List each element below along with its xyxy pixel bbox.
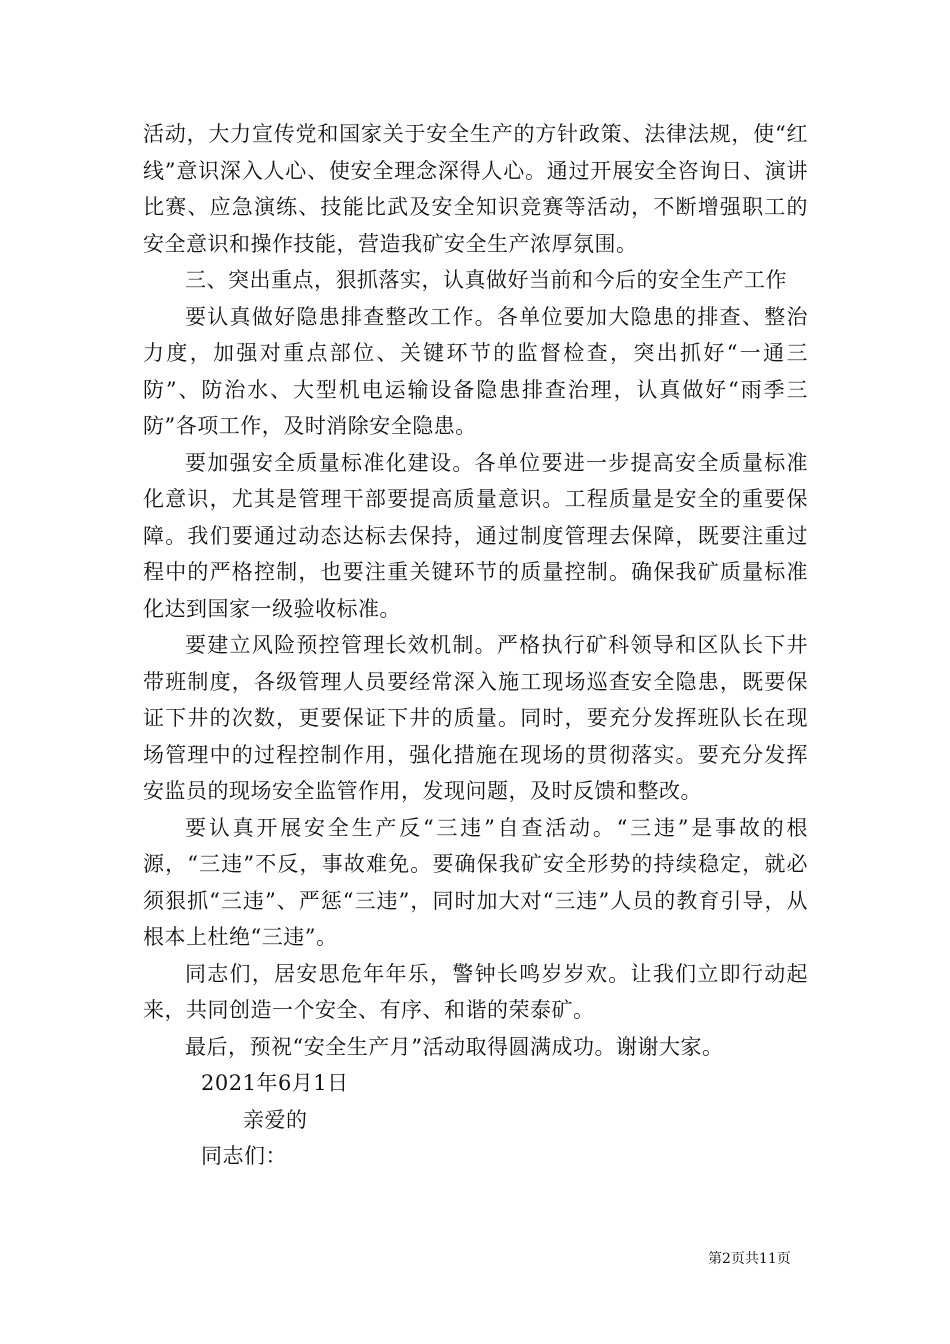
salutation-dear: 亲爱的 [243,1107,308,1132]
document-date: 2021年6月1日 [201,1071,349,1095]
salutation-comrades: 同志们： [201,1144,287,1168]
paragraph-continued: 活动，大力宣传党和国家关于安全生产的方针政策、法律法规，使“红线”意识深入人心、使安全理念深得人心。通过开展安全咨询日、演讲比赛、应急演练、技能比武及安全知识竞赛等活动，不断增强职工的安全意识和操作技能，营造我矿安全生产浓厚氛围。 [143,122,808,256]
document-page [143,116,808,1175]
paragraph-risk-control: 要建立风险预控管理长效机制。严格执行矿科领导和区队长下井带班制度，各级管理人员要经常深入施工现场巡查安全隐患，既要保证下井的次数，更要保证下井的质量。同时，要充分发挥班队长在现场管理中的过程控制作用，强化措施在现场的贯彻落实。要充分发挥安监员的现场安全监管作用，发现问题，及时反馈和整改。 [143,633,808,803]
paragraph-three-violations: 要认真开展安全生产反“三违”自查活动。“三违”是事故的根源，“三违”不反，事故难免。要确保我矿安全形势的持续稳定，就必须狠抓“三违”、严惩“三违”，同时加大对“三违”人员的教育引导，从根本上杜绝“三违”。 [143,815,808,949]
paragraph-quality-standardization: 要加强安全质量标准化建设。各单位要进一步提高安全质量标准化意识，尤其是管理干部要提高质量意识。工程质量是安全的重要保障。我们要通过动态达标去保持，通过制度管理去保障，既要注重过程中的严格控制，也要注重关键环节的质量控制。确保我矿质量标准化达到国家一级验收标准。 [143,450,808,621]
page-number-footer: 第2页共11页 [708,1251,791,1267]
section-heading: 三、突出重点，狠抓落实，认真做好当前和今后的安全生产工作 [185,268,787,292]
paragraph-final-wishes: 最后，预祝“安全生产月”活动取得圆满成功。谢谢大家。 [185,1034,724,1059]
paragraph-closing-call: 同志们，居安思危年年乐，警钟长鸣岁岁欢。让我们立即行动起来，共同创造一个安全、有序、和谐的荣泰矿。 [143,961,808,1022]
paragraph-hazard-inspection: 要认真做好隐患排查整改工作。各单位要加大隐患的排查、整治力度，加强对重点部位、关键环节的监督检查，突出抓好“一通三防”、防治水、大型机电运输设备隐患排查治理，认真做好“雨季三防”各项工作，及时消除安全隐患。 [143,304,808,438]
